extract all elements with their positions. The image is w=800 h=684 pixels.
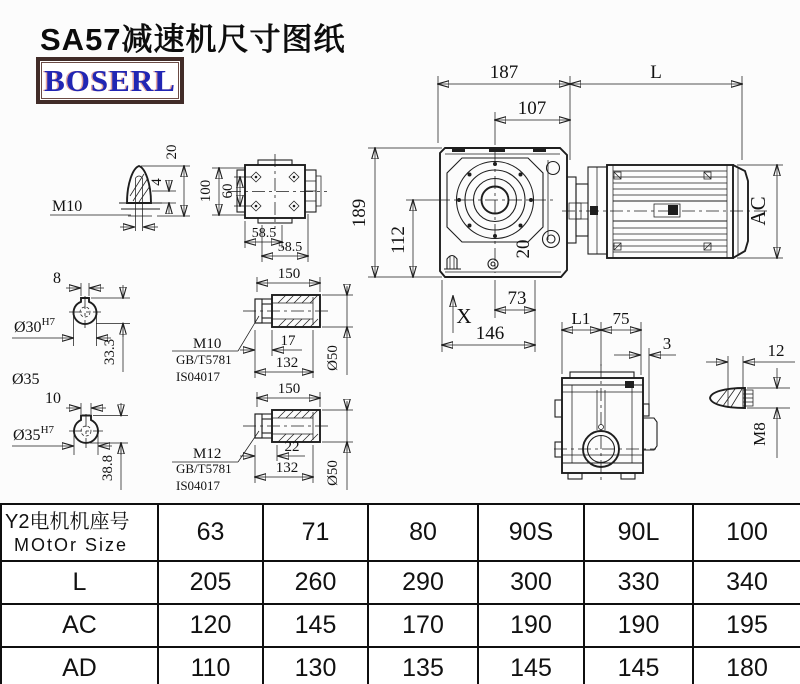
cell: 190 bbox=[478, 604, 584, 647]
bore-30-section bbox=[12, 270, 130, 372]
main-dim-L: L bbox=[650, 62, 662, 83]
shaft-b-dia: Ø50 bbox=[325, 460, 341, 486]
table-col-71: 71 bbox=[263, 504, 368, 561]
front-dim-75: 75 bbox=[612, 309, 630, 328]
reducer-front-view bbox=[554, 309, 676, 481]
shaft-b-thread-len: 22 bbox=[284, 439, 300, 455]
table-row-L bbox=[1, 561, 800, 604]
main-dim-107: 107 bbox=[517, 98, 547, 119]
motor-size-table bbox=[0, 503, 800, 684]
cell: 170 bbox=[368, 604, 478, 647]
cell: 330 bbox=[584, 561, 693, 604]
table-header-row bbox=[1, 504, 800, 561]
shaft-a-thread-len: 17 bbox=[280, 333, 296, 349]
table-header-en: MOtOr Size bbox=[14, 534, 129, 555]
cell: 340 bbox=[693, 561, 800, 604]
cell: 205 bbox=[158, 561, 263, 604]
output-flange-view bbox=[198, 154, 327, 262]
cell: 145 bbox=[478, 647, 584, 684]
main-dim-112: 112 bbox=[388, 226, 409, 254]
main-dim-x: X bbox=[456, 304, 472, 328]
shaft-a-dia: Ø50 bbox=[325, 345, 341, 371]
row-label-AD: AD bbox=[1, 647, 158, 684]
table-header-motor-size bbox=[1, 504, 158, 561]
table-col-63: 63 bbox=[158, 504, 263, 561]
hollow-shaft-m10-view bbox=[172, 266, 353, 384]
cell: 300 bbox=[478, 561, 584, 604]
shaft-a-std2: IS04017 bbox=[176, 369, 221, 384]
shaft-b-std2: IS04017 bbox=[176, 478, 221, 493]
reducer-motor-side-view bbox=[349, 62, 783, 352]
cell: 145 bbox=[584, 647, 693, 684]
shaft-a-thread: M10 bbox=[193, 336, 222, 352]
front-dim-3: 3 bbox=[662, 334, 672, 353]
cell: 190 bbox=[584, 604, 693, 647]
main-dim-20: 20 bbox=[513, 239, 534, 259]
m8-bolt-detail bbox=[706, 341, 795, 458]
main-dim-ac: AC bbox=[746, 196, 770, 226]
bolt-top-thread-label: M10 bbox=[52, 198, 83, 215]
table-col-80: 80 bbox=[368, 504, 478, 561]
bore35-dia-label: $Ø35^{H7}$ bbox=[13, 424, 55, 444]
table-row-AC bbox=[1, 604, 800, 647]
bore35-depth: 38.8 bbox=[100, 454, 116, 482]
table-col-90s: 90S bbox=[478, 504, 584, 561]
shaft-a-std1: GB/T5781 bbox=[176, 352, 232, 367]
table-header-cn: Y2电机机座号 bbox=[5, 510, 130, 533]
row-label-AC: AC bbox=[1, 604, 158, 647]
shaft-b-len: 150 bbox=[277, 381, 301, 397]
dia35-label: Ø35 bbox=[12, 371, 40, 388]
brand-logo-text: BOSERL bbox=[44, 62, 176, 98]
shaft-a-len: 150 bbox=[277, 266, 301, 282]
bolt-side-thread: M8 bbox=[750, 422, 769, 446]
hollow-shaft-m12-view bbox=[172, 381, 353, 493]
bore30-key-width: 8 bbox=[53, 270, 61, 287]
table-col-100: 100 bbox=[693, 504, 800, 561]
table-col-90l: 90L bbox=[584, 504, 693, 561]
flange-dim-58a: 58.5 bbox=[251, 226, 277, 241]
table-row-AD bbox=[1, 647, 800, 684]
row-label-L: L bbox=[1, 561, 158, 604]
cell: 120 bbox=[158, 604, 263, 647]
bore35-key-width: 10 bbox=[45, 390, 61, 407]
cell: 130 bbox=[263, 647, 368, 684]
bore30-dia-label: $Ø30^{H7}$ bbox=[14, 316, 56, 336]
cell: 180 bbox=[693, 647, 800, 684]
main-dim-146: 146 bbox=[475, 323, 505, 344]
cell: 145 bbox=[263, 604, 368, 647]
m10-bolt-detail bbox=[50, 145, 190, 232]
bore-35-section bbox=[12, 390, 128, 490]
bolt-side-dim-12: 12 bbox=[767, 341, 785, 360]
bolt-top-dim-4: 4 bbox=[149, 178, 165, 186]
cell: 260 bbox=[263, 561, 368, 604]
page-title: SA57减速机尺寸图纸 bbox=[40, 22, 346, 57]
cell: 110 bbox=[158, 647, 263, 684]
sha​ft-b-thread: M12 bbox=[193, 446, 222, 462]
bolt-top-dim-20: 20 bbox=[164, 144, 180, 160]
cell: 195 bbox=[693, 604, 800, 647]
flange-dim-100: 100 bbox=[198, 179, 214, 203]
shaft-b-bore-len: 132 bbox=[275, 460, 299, 476]
main-dim-73: 73 bbox=[507, 288, 527, 309]
flange-dim-60: 60 bbox=[220, 183, 236, 199]
shaft-a-bore-len: 132 bbox=[275, 355, 299, 371]
cell: 135 bbox=[368, 647, 478, 684]
flange-dim-58b: 58.5 bbox=[277, 240, 303, 255]
front-dim-l1: L1 bbox=[571, 309, 591, 328]
main-dim-189: 189 bbox=[349, 198, 370, 228]
cell: 290 bbox=[368, 561, 478, 604]
bore30-depth: 33.3 bbox=[102, 338, 118, 366]
shaft-b-std1: GB/T5781 bbox=[176, 461, 232, 476]
main-dim-187: 187 bbox=[489, 62, 519, 83]
